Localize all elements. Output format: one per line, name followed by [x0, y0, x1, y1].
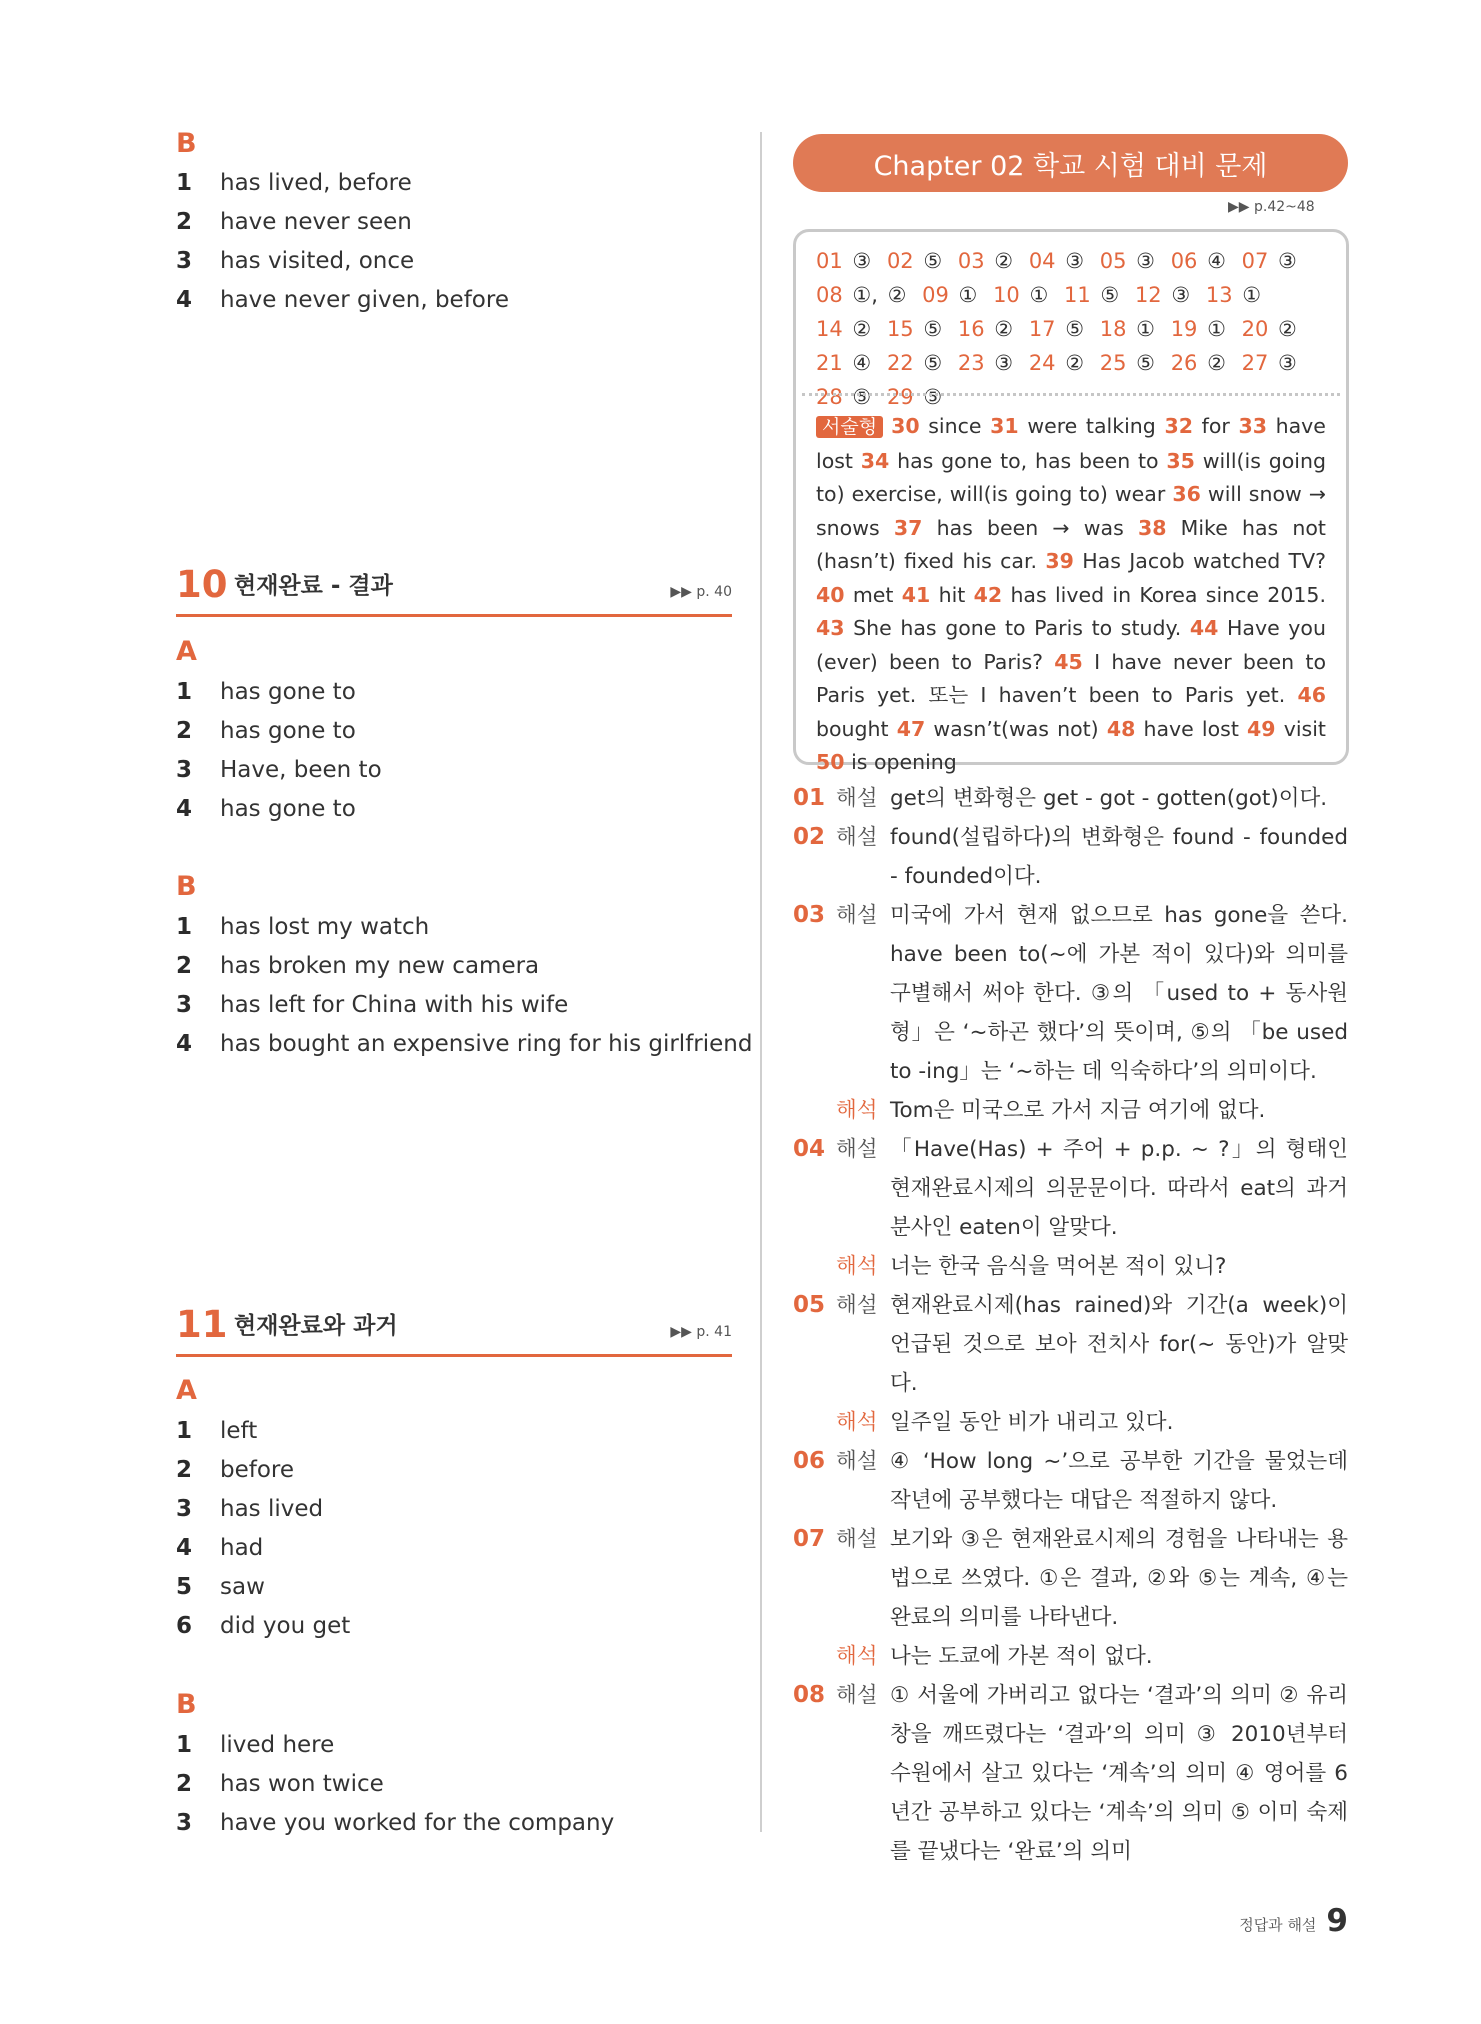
- answer-row: [176, 1411, 257, 1451]
- explanation-row: [793, 1676, 1348, 1871]
- answer-num: 4: [176, 796, 193, 822]
- mc-answer: [1242, 351, 1297, 375]
- answer-row: [176, 789, 356, 829]
- answer-row: [176, 672, 356, 712]
- section-letter-a: A: [176, 1375, 197, 1406]
- mc-answer-choice: ①: [1242, 283, 1262, 307]
- answer-text: have never seen: [220, 209, 412, 235]
- mc-answer-choice: ③: [852, 249, 872, 273]
- explanations-list: [793, 779, 1348, 1871]
- answer-text: have you worked for the company: [220, 1810, 615, 1836]
- mc-answer-choice: ③: [1278, 351, 1297, 375]
- mc-answer: [1206, 283, 1261, 307]
- explanation-row: [793, 896, 1348, 1091]
- mc-answer-choice: ⑤: [1065, 317, 1085, 341]
- mc-question-number: 16: [957, 317, 985, 341]
- explanation-text: 너는 한국 음식을 먹어본 적이 있니?: [890, 1254, 1227, 1279]
- mc-question-number: 26: [1170, 351, 1198, 375]
- answer-text: has gone to: [220, 679, 356, 705]
- subjective-question-number: 46: [1297, 683, 1326, 707]
- subjective-answer: hit: [938, 582, 966, 607]
- mc-answer: [1064, 283, 1119, 307]
- answer-row: [176, 1725, 334, 1765]
- answer-row: [176, 985, 568, 1025]
- answer-row: [176, 1567, 265, 1607]
- mc-question-number: 18: [1099, 317, 1127, 341]
- answer-key-box: [793, 229, 1349, 774]
- answer-text: has won twice: [220, 1771, 384, 1797]
- answer-num: 3: [176, 248, 193, 274]
- mc-question-number: 09: [922, 283, 949, 307]
- answer-text: had: [220, 1535, 264, 1561]
- answer-row: [176, 241, 414, 281]
- mc-answer: [993, 283, 1048, 307]
- subjective-question-number: 34: [860, 448, 890, 473]
- section-letter-b: B: [176, 128, 197, 159]
- mc-answer: [1242, 317, 1297, 341]
- explanation-row: [793, 1286, 1348, 1403]
- section-letter-b: B: [176, 871, 197, 902]
- mc-answer: [1029, 351, 1084, 375]
- mc-answer-choice: ⑤: [923, 385, 943, 409]
- answer-row: [176, 1764, 384, 1804]
- subjective-question-number: 38: [1137, 515, 1167, 540]
- subjective-answers: [816, 410, 1326, 780]
- subjective-question-number: 40: [816, 582, 845, 607]
- mc-answer: [887, 317, 942, 341]
- explanation-number: 01: [793, 785, 826, 811]
- subjective-answer: will snow → snows: [816, 482, 1326, 540]
- answer-num: 6: [176, 1613, 193, 1639]
- answer-num: 4: [176, 287, 193, 313]
- answer-num: 4: [176, 1031, 193, 1057]
- chapter-page-ref: ▶▶ p.42~48: [1228, 199, 1315, 215]
- mc-answer-choice: ②: [994, 249, 1014, 273]
- explanation-text: ① 서울에 가버리고 없다는 ‘결과’의 의미 ② 유리창을 깨뜨렸다는 ‘결과’의 의미 ③ 2010년부터 수원에서 살고 있다는 ‘계속’의 의미 ④ 영어를 6년간 공부하고 있다는 ‘계속’의 의미 ⑤ 이미 숙제를 끝냈다는 ‘완료’의 의미: [890, 1683, 1348, 1864]
- subjective-answer: has been → was: [936, 515, 1124, 540]
- answer-text: did you get: [220, 1613, 351, 1639]
- mc-answer: [1171, 351, 1226, 375]
- mc-answer: [958, 351, 1013, 375]
- explanation-label: 해석: [836, 1644, 878, 1669]
- mc-answer: [1135, 283, 1190, 307]
- explanation-row: [793, 1442, 1348, 1520]
- mc-question-number: 29: [886, 385, 914, 409]
- explanation-text: found(설립하다)의 변화형은 found - founded - founded이다.: [890, 825, 1348, 889]
- subjective-question-number: 37: [893, 515, 923, 540]
- answer-num: 5: [176, 1574, 193, 1600]
- mc-answer-choice: ③: [1171, 283, 1191, 307]
- explanation-label: 해설: [836, 786, 878, 811]
- answer-num: 2: [176, 953, 193, 979]
- mc-question-number: 28: [816, 385, 843, 409]
- mc-answer-choice: ③: [994, 351, 1014, 375]
- page-number: 9: [1326, 1903, 1348, 1939]
- subjective-tag: 서술형: [816, 416, 883, 438]
- answer-num: 4: [176, 1535, 193, 1561]
- mc-question-number: 15: [886, 317, 914, 341]
- explanation-label: 해설: [836, 1683, 878, 1708]
- mc-question-number: 03: [957, 249, 985, 273]
- section-letter-a: A: [176, 636, 197, 667]
- explanation-number: 05: [793, 1292, 826, 1318]
- mc-answer-choice: ⑤: [923, 351, 943, 375]
- mc-answer-choice: ③: [1065, 249, 1085, 273]
- mc-question-number: 21: [816, 351, 843, 375]
- subjective-answer: has gone to, has been to: [897, 448, 1159, 473]
- subjective-answer: Mike has not (hasn’t) fixed his car.: [816, 515, 1326, 573]
- mc-answer-choice: ④: [1207, 249, 1226, 273]
- answer-text: has visited, once: [220, 248, 415, 274]
- mc-question-number: 01: [816, 249, 843, 273]
- mc-question-number: 25: [1099, 351, 1127, 375]
- answer-text: has lost my watch: [220, 914, 430, 940]
- subjective-answer: Has Jacob watched TV?: [1082, 549, 1326, 573]
- subjective-question-number: 31: [990, 414, 1019, 438]
- column-divider: [760, 132, 762, 1832]
- unit-10-header: [176, 560, 732, 617]
- mc-question-number: 19: [1170, 317, 1198, 341]
- explanation-text: 보기와 ③은 현재완료시제의 경험을 나타내는 용법으로 쓰였다. ①은 결과, ②와 ⑤는 계속, ④는 완료의 의미를 나타낸다.: [890, 1527, 1348, 1630]
- explanation-text: Tom은 미국으로 가서 지금 여기에 없다.: [890, 1098, 1266, 1123]
- mc-question-number: 02: [886, 249, 914, 273]
- explanation-label: 해설: [836, 825, 878, 850]
- subjective-question-number: 41: [901, 582, 931, 607]
- answer-num: 1: [176, 1418, 193, 1444]
- answer-text: has broken my new camera: [220, 953, 540, 979]
- answer-row: [176, 163, 412, 203]
- answer-num: 2: [176, 209, 193, 235]
- subjective-answer: is opening: [851, 750, 957, 774]
- explanation-label: 해설: [836, 903, 878, 928]
- mc-answer-choice: ④: [852, 351, 872, 375]
- answer-row: [176, 1024, 752, 1064]
- unit-11-header: [176, 1300, 732, 1357]
- explanation-number: 08: [793, 1682, 826, 1708]
- answer-row: [176, 1803, 614, 1843]
- mc-question-number: 13: [1205, 283, 1233, 307]
- answer-num: 1: [176, 679, 193, 705]
- subjective-question-number: 45: [1054, 649, 1083, 674]
- answer-num: 2: [176, 718, 193, 744]
- explanation-row: [793, 1130, 1348, 1247]
- dotted-divider: [802, 393, 1340, 396]
- answer-num: 1: [176, 1732, 193, 1758]
- mc-answer: [958, 249, 1013, 273]
- mc-answer-choice: ⑤: [1100, 283, 1120, 307]
- explanation-text: 나는 도쿄에 가본 적이 없다.: [890, 1644, 1153, 1669]
- mc-question-number: 07: [1241, 249, 1269, 273]
- answer-text: has lived: [220, 1496, 324, 1522]
- answer-num: 3: [176, 757, 193, 783]
- answer-row: [176, 907, 429, 947]
- mc-answer: [887, 351, 942, 375]
- mc-answer-choice: ⑤: [923, 317, 943, 341]
- mc-question-number: 12: [1134, 283, 1162, 307]
- subjective-question-number: 47: [896, 716, 926, 741]
- subjective-answer: Have you (ever) been to Paris?: [816, 616, 1326, 674]
- mc-answer-choice: ②: [852, 317, 872, 341]
- answer-num: 1: [176, 170, 193, 196]
- mc-answer: [1171, 249, 1226, 273]
- mc-answer-choice: ③: [1136, 249, 1155, 273]
- mc-answer: [887, 249, 942, 273]
- mc-answer: [1029, 317, 1084, 341]
- mc-answer-choice: ⑤: [1136, 351, 1155, 375]
- unit-number: 10: [176, 563, 228, 606]
- explanation-text: 현재완료시제(has rained)와 기간(a week)이 언급된 것으로 보아 전치사 for(~ 동안)가 알맞다.: [890, 1293, 1348, 1396]
- explanation-number: 06: [793, 1448, 826, 1474]
- answer-num: 3: [176, 1496, 193, 1522]
- mc-answer: [816, 249, 871, 273]
- unit-page-ref: ▶▶ p. 41: [670, 1324, 732, 1340]
- answer-row: [176, 1606, 350, 1646]
- subjective-question-number: 30: [891, 414, 920, 438]
- subjective-answer: for: [1201, 414, 1230, 438]
- unit-number: 11: [176, 1303, 228, 1346]
- subjective-question-number: 39: [1045, 549, 1074, 573]
- explanation-text: 「Have(Has) + 주어 + p.p. ~ ?」의 형태인 현재완료시제의 의문문이다. 따라서 eat의 과거분사인 eaten이 알맞다.: [890, 1137, 1348, 1240]
- answer-text: lived here: [220, 1732, 335, 1758]
- mc-answer-choice: ⑤: [852, 385, 872, 409]
- answer-row: [176, 946, 539, 986]
- subjective-question-number: 35: [1166, 448, 1195, 473]
- answer-row: [176, 1528, 263, 1568]
- mc-answer: [1100, 249, 1155, 273]
- subjective-question-number: 43: [816, 616, 845, 640]
- mc-answer-choice: ③: [1278, 249, 1297, 273]
- answer-text: before: [220, 1457, 295, 1483]
- explanation-label: 해설: [836, 1449, 878, 1474]
- explanation-text: 미국에 가서 현재 없으므로 has gone을 쓴다. have been to(~에 가본 적이 있다)와 의미를 구별해서 써야 한다. ③의 「used to + 동사원형」은 ‘~하곤 했다’의 뜻이며, ⑤의 「be used to -ing」는 ‘~하는 데 익숙하다’의 의미이다.: [890, 903, 1348, 1084]
- answer-text: has left for China with his wife: [220, 992, 569, 1018]
- mc-question-number: 04: [1028, 249, 1056, 273]
- mc-question-number: 05: [1099, 249, 1127, 273]
- answer-text: has lived, before: [220, 170, 412, 196]
- explanation-label: 해석: [836, 1254, 878, 1279]
- mc-answer: [816, 385, 871, 409]
- mc-answer: [887, 385, 942, 409]
- explanation-row: [793, 1247, 1348, 1286]
- mc-question-number: 17: [1028, 317, 1056, 341]
- answer-row: [176, 711, 356, 751]
- explanation-row: [793, 779, 1348, 818]
- mc-answer: [958, 317, 1013, 341]
- mc-answer: [1242, 249, 1297, 273]
- answer-text: has gone to: [220, 796, 356, 822]
- subjective-question-number: 44: [1189, 616, 1219, 640]
- mc-question-number: 24: [1028, 351, 1056, 375]
- answer-row: [176, 202, 412, 242]
- subjective-answer: has lived in Korea since 2015.: [1010, 582, 1326, 607]
- answer-row: [176, 1450, 294, 1490]
- mc-answer-choice: ①: [1029, 283, 1049, 307]
- subjective-question-number: 42: [973, 582, 1003, 607]
- subjective-answer: since: [928, 414, 982, 438]
- explanation-number: 02: [793, 824, 826, 850]
- subjective-question-number: 49: [1247, 716, 1276, 741]
- explanation-text: 일주일 동안 비가 내리고 있다.: [890, 1410, 1174, 1435]
- answer-text: has gone to: [220, 718, 356, 744]
- mc-question-number: 08: [816, 283, 843, 307]
- mc-question-number: 14: [816, 317, 843, 341]
- unit-title: 현재완료와 과거: [234, 1313, 398, 1339]
- explanation-label: 해석: [836, 1098, 878, 1123]
- mc-question-number: 06: [1170, 249, 1198, 273]
- answer-num: 2: [176, 1457, 193, 1483]
- answer-num: 3: [176, 992, 193, 1018]
- mc-answer-choice: ①, ②: [852, 283, 907, 307]
- answer-num: 1: [176, 914, 193, 940]
- mc-question-number: 22: [886, 351, 914, 375]
- subjective-question-number: 33: [1238, 414, 1267, 438]
- subjective-answer: have lost: [816, 414, 1326, 473]
- answer-row: [176, 750, 382, 790]
- subjective-answer: bought: [816, 716, 889, 741]
- mc-answer: [1100, 351, 1155, 375]
- subjective-answer: She has gone to Paris to study.: [853, 616, 1182, 640]
- subjective-question-number: 36: [1172, 482, 1201, 506]
- answer-row: [176, 1489, 323, 1529]
- mc-answer: [816, 351, 871, 375]
- subjective-answer: will(is going to) exercise, will(is going to) wear: [816, 448, 1326, 506]
- explanation-row: [793, 1403, 1348, 1442]
- subjective-answer: visit: [1283, 716, 1326, 741]
- mc-question-number: 10: [993, 283, 1020, 307]
- explanation-text: ④ ‘How long ~’으로 공부한 기간을 물었는데 작년에 공부했다는 대답은 적절하지 않다.: [890, 1449, 1348, 1513]
- mc-answer-choice: ①: [1207, 317, 1226, 341]
- mc-question-number: 20: [1241, 317, 1269, 341]
- subjective-answer: were talking: [1027, 414, 1156, 438]
- explanation-row: [793, 1091, 1348, 1130]
- mc-answer-choice: ②: [1278, 317, 1297, 341]
- explanation-label: 해설: [836, 1293, 878, 1318]
- page-footer: [1239, 1903, 1348, 1939]
- answer-text: have never given, before: [220, 287, 509, 313]
- multiple-choice-answers: [816, 244, 1326, 414]
- explanation-row: [793, 1520, 1348, 1637]
- chapter-title-banner: Chapter 02 학교 시험 대비 문제: [793, 134, 1348, 192]
- mc-answer-choice: ②: [1065, 351, 1085, 375]
- mc-answer: [1100, 317, 1155, 341]
- answer-num: 3: [176, 1810, 193, 1836]
- answer-text: Have, been to: [220, 757, 382, 783]
- mc-answer: [1029, 249, 1084, 273]
- explanation-number: 03: [793, 902, 826, 928]
- explanation-text: get의 변화형은 get - got - gotten(got)이다.: [890, 786, 1328, 811]
- subjective-answer: have lost: [1143, 716, 1239, 741]
- explanation-number: 07: [793, 1526, 826, 1552]
- subjective-question-number: 50: [816, 750, 845, 774]
- explanation-row: [793, 1637, 1348, 1676]
- mc-question-number: 23: [957, 351, 985, 375]
- mc-answer-choice: ⑤: [923, 249, 943, 273]
- mc-question-number: 27: [1241, 351, 1269, 375]
- subjective-answer: wasn’t(was not): [933, 716, 1099, 741]
- unit-page-ref: ▶▶ p. 40: [670, 584, 732, 600]
- mc-answer: [922, 283, 977, 307]
- mc-answer: [816, 317, 871, 341]
- subjective-answer: met: [852, 582, 894, 607]
- answer-row: [176, 280, 509, 320]
- subjective-question-number: 48: [1106, 716, 1136, 741]
- answer-text: left: [220, 1418, 258, 1444]
- section-letter-b: B: [176, 1689, 197, 1720]
- mc-answer-choice: ②: [994, 317, 1014, 341]
- answer-text: has bought an expensive ring for his girlfriend: [220, 1031, 753, 1057]
- explanation-number: 04: [793, 1136, 826, 1162]
- answer-text: saw: [220, 1574, 265, 1600]
- explanation-label: 해설: [836, 1527, 878, 1552]
- explanation-label: 해석: [836, 1410, 878, 1435]
- mc-answer-choice: ②: [1207, 351, 1226, 375]
- unit-title: 현재완료 - 결과: [234, 573, 393, 599]
- mc-answer-choice: ①: [1136, 317, 1155, 341]
- explanation-label: 해설: [836, 1137, 878, 1162]
- explanation-row: [793, 818, 1348, 896]
- answer-num: 2: [176, 1771, 193, 1797]
- mc-answer-choice: ①: [958, 283, 978, 307]
- subjective-question-number: 32: [1164, 414, 1193, 438]
- subjective-answer: I have never been to Paris yet. 또는 I haven’t been to Paris yet.: [816, 649, 1326, 707]
- footer-label: 정답과 해설: [1239, 1916, 1317, 1934]
- mc-answer: [1171, 317, 1226, 341]
- mc-answer: [816, 283, 906, 307]
- mc-question-number: 11: [1064, 283, 1091, 307]
